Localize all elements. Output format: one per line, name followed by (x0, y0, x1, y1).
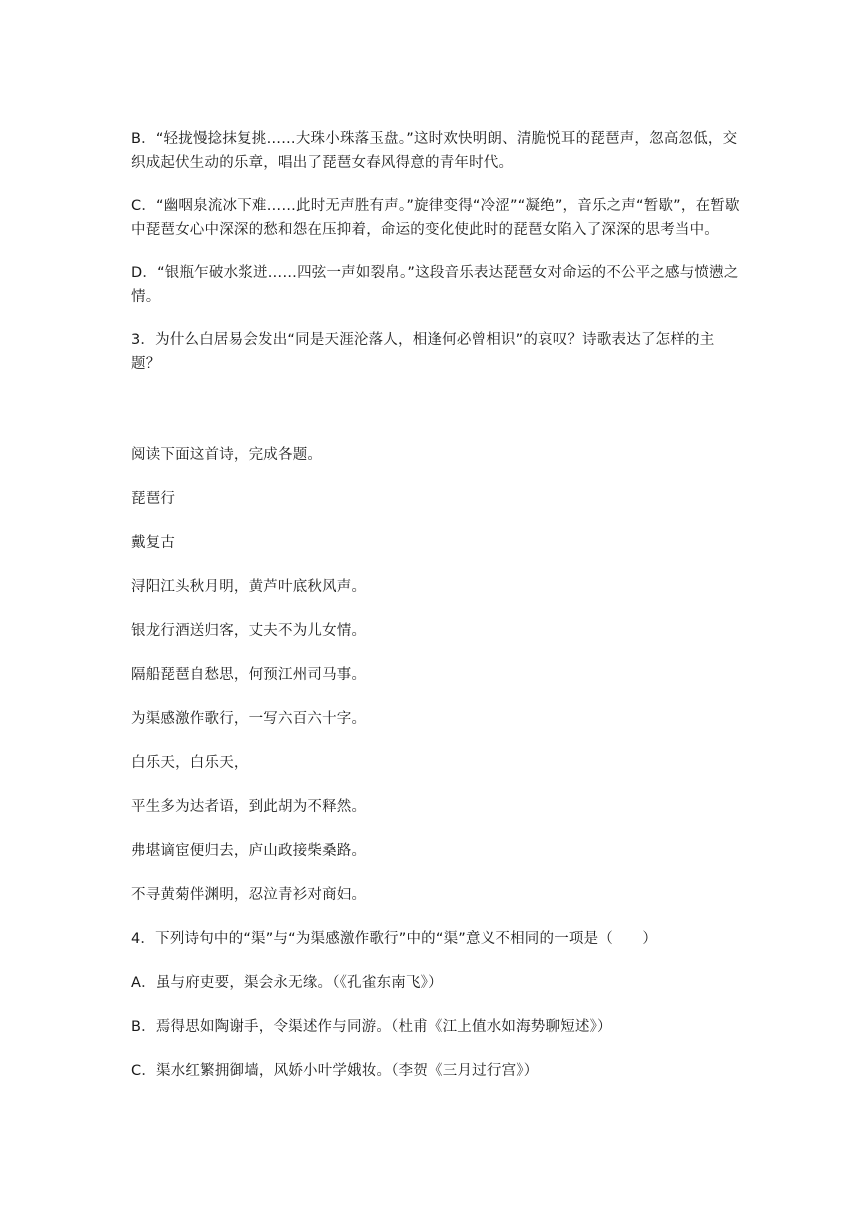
poem-line: 平生多为达者语，到此胡为不释然。 (131, 799, 367, 815)
poem-line: 银龙行酒送归客，丈夫不为儿女情。 (131, 623, 367, 639)
poem-line: 浔阳江头秋月明，黄芦叶底秋风声。 (131, 579, 367, 595)
reading-instruction: 阅读下面这首诗，完成各题。 (131, 447, 323, 463)
poem-line: 弗堪谪宦便归去，庐山政接柴桑路。 (131, 843, 367, 859)
q4-option-a: A．虽与府吏要，渠会永无缘。（《孔雀东南飞》） (131, 975, 443, 991)
q2-option-c: C．“幽咽泉流冰下难……此时无声胜有声。”旋律变得“冷涩”“凝绝”，音乐之声“暂歇”，在暂歇中琵琶女心中深深的愁和怨在压抑着，命运的变化使此时的琵琶女陷入了深深的思考当中。 (131, 198, 740, 238)
q2-option-d: D．“银瓶乍破水浆迸……四弦一声如裂帛。”这段音乐表达琵琶女对命运的不公平之感与愤懑之情。 (131, 265, 739, 305)
poem-line: 白乐天，白乐天， (131, 755, 249, 771)
poem-title: 琵琶行 (131, 491, 176, 507)
poem-author: 戴复古 (131, 535, 176, 551)
poem-line: 隔船琵琶自愁思，何预江州司马事。 (131, 667, 367, 683)
q4-option-b: B．焉得思如陶谢手，令渠述作与同游。（杜甫《江上值水如海势聊短述》） (131, 1019, 612, 1035)
q4-option-c: C．渠水红繁拥御墙，风娇小叶学娥妆。（李贺《三月过行宫》） (131, 1063, 539, 1079)
poem-line: 为渠感激作歌行，一写六百六十字。 (131, 711, 367, 727)
q2-option-b: B．“轻拢慢捻抹复挑……大珠小珠落玉盘。”这时欢快明朗、清脆悦耳的琵琶声，忽高忽低，交织成起伏生动的乐章，唱出了琵琶女春风得意的青年时代。 (131, 131, 738, 171)
question-3: 3．为什么白居易会发出“同是天涯沦落人，相逢何必曾相识”的哀叹？诗歌表达了怎样的主题？ (131, 332, 715, 372)
question-4: 4．下列诗句中的“渠”与“为渠感激作歌行”中的“渠”意义不相同的一项是（ ） (131, 931, 658, 947)
poem-line: 不寻黄菊伴渊明，忍泣青衫对商妇。 (131, 887, 367, 903)
